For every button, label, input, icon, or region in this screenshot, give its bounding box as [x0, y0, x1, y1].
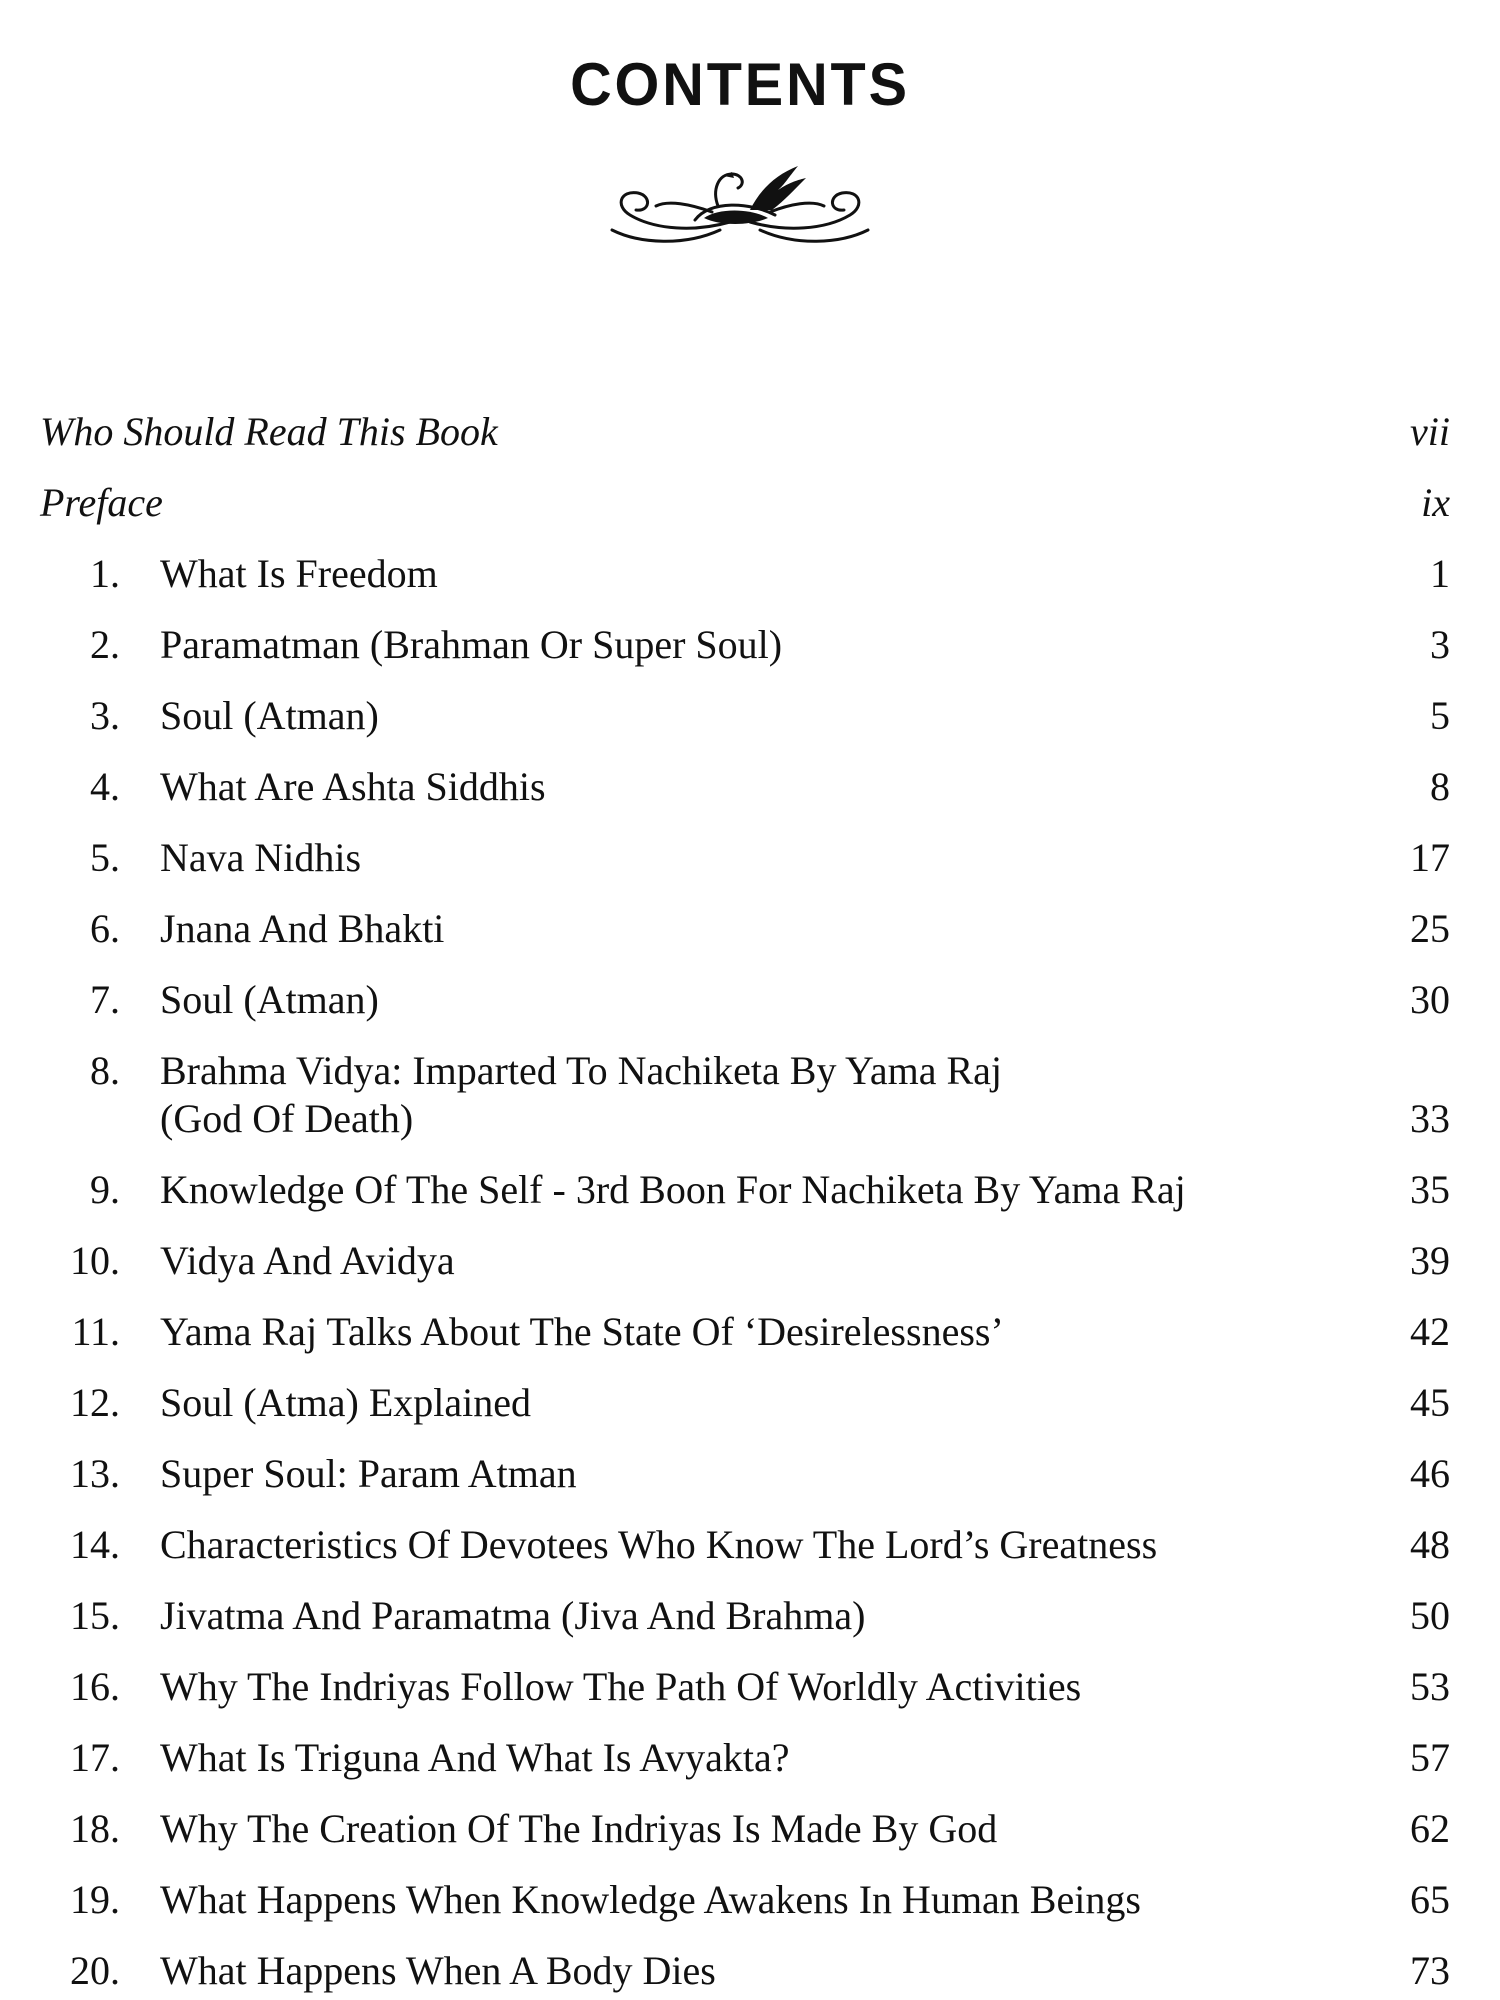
toc-entry-title: Super Soul: Param Atman: [160, 1451, 577, 1496]
toc-entry-title: Jivatma And Paramatma (Jiva And Brahma): [160, 1593, 866, 1638]
toc-chapter-number: 2.: [90, 622, 120, 667]
toc-chapter-number: 16.: [70, 1664, 120, 1709]
toc-chapter-entry[interactable]: [40, 1498, 1450, 1569]
toc-page-number: 5: [1430, 693, 1450, 738]
toc-chapter-number: 19.: [70, 1877, 120, 1922]
toc-chapter-number: 20.: [70, 1948, 120, 1993]
toc-chapter-entry[interactable]: [40, 1782, 1450, 1853]
toc-entry-title: Soul (Atman): [160, 693, 379, 738]
toc-entry-title: What Is Triguna And What Is Avyakta?: [160, 1735, 790, 1780]
swan-ornament-icon: [600, 160, 880, 250]
toc-chapter-number: 15.: [70, 1593, 120, 1638]
toc-chapter-number: 3.: [90, 693, 120, 738]
toc-entry-title: Characteristics Of Devotees Who Know The Lord’s Greatness: [160, 1522, 1158, 1567]
toc-entry-title: What Happens When A Body Dies: [160, 1948, 716, 1993]
toc-chapter-number: 10.: [70, 1238, 120, 1283]
toc-entry-title: What Are Ashta Siddhis: [160, 764, 546, 809]
toc-page-number: 35: [1410, 1167, 1450, 1212]
toc-front-entry[interactable]: [40, 456, 1450, 527]
toc-chapter-entry[interactable]: [40, 669, 1450, 740]
toc-entry-title: What Happens When Knowledge Awakens In Human Beings: [160, 1877, 1141, 1922]
toc-chapter-entry[interactable]: [40, 598, 1450, 669]
toc-page-number: 25: [1410, 906, 1450, 951]
toc-chapter-number: 17.: [70, 1735, 120, 1780]
toc-entry-title: Jnana And Bhakti: [160, 906, 445, 951]
toc-page-number: 65: [1410, 1877, 1450, 1922]
toc-chapter-entry[interactable]: [40, 1853, 1450, 1924]
toc-front-entry[interactable]: [40, 385, 1450, 456]
toc-page-number: 17: [1410, 835, 1450, 880]
toc-entry-title: Who Should Read This Book: [40, 409, 498, 454]
toc-entry-title: Why The Creation Of The Indriyas Is Made By God: [160, 1806, 998, 1851]
toc-chapter-number: 12.: [70, 1380, 120, 1425]
toc-chapter-number: 6.: [90, 906, 120, 951]
toc-page-number: 57: [1410, 1735, 1450, 1780]
page-title: CONTENTS: [570, 51, 910, 118]
toc-chapter-number: 18.: [70, 1806, 120, 1851]
toc-page-number: ix: [1421, 480, 1450, 525]
toc-page-number: 8: [1430, 764, 1450, 809]
toc-page-number: 45: [1410, 1380, 1450, 1425]
toc-entry-title: Preface: [40, 480, 163, 525]
toc-page-number: 46: [1410, 1451, 1450, 1496]
toc-chapter-number: 9.: [90, 1167, 120, 1212]
toc-chapter-entry[interactable]: [40, 740, 1450, 811]
toc-chapter-entry[interactable]: [40, 1640, 1450, 1711]
toc-chapter-entry[interactable]: [40, 527, 1450, 598]
toc-page-number: 1: [1430, 551, 1450, 596]
toc-chapter-number: 7.: [90, 977, 120, 1022]
toc-chapter-entry[interactable]: [40, 882, 1450, 953]
toc-chapter-entry[interactable]: [40, 1285, 1450, 1356]
toc-chapter-number: 5.: [90, 835, 120, 880]
table-of-contents: [40, 385, 1450, 1995]
toc-entry-title: Vidya And Avidya: [160, 1238, 455, 1283]
toc-chapter-entry[interactable]: [40, 1569, 1450, 1640]
toc-chapter-number: 1.: [90, 551, 120, 596]
toc-chapter-number: 14.: [70, 1522, 120, 1567]
toc-entry-title: Yama Raj Talks About The State Of ‘Desirelessness’: [160, 1309, 1004, 1354]
toc-page-number: 62: [1410, 1806, 1450, 1851]
toc-page-number: 42: [1410, 1309, 1450, 1354]
toc-chapter-entry[interactable]: [40, 1214, 1450, 1285]
toc-entry-title: Nava Nidhis: [160, 835, 362, 880]
toc-entry-title: Soul (Atman): [160, 977, 379, 1022]
toc-chapter-number: 13.: [70, 1451, 120, 1496]
toc-chapter-number: 8.: [90, 1048, 120, 1093]
toc-chapter-entry[interactable]: [40, 1024, 1450, 1143]
toc-entry-title: Why The Indriyas Follow The Path Of Worldly Activities: [160, 1664, 1082, 1709]
toc-page-number: 3: [1430, 622, 1450, 667]
toc-entry-title: Soul (Atma) Explained: [160, 1380, 532, 1425]
toc-page-number: 39: [1410, 1238, 1450, 1283]
toc-entry-title: What Is Freedom: [160, 551, 438, 596]
toc-chapter-number: 11.: [71, 1309, 120, 1354]
toc-chapter-entry[interactable]: [40, 1924, 1450, 1995]
toc-page-number: 50: [1410, 1593, 1450, 1638]
toc-chapter-entry[interactable]: [40, 1711, 1450, 1782]
toc-page-number: 48: [1410, 1522, 1450, 1567]
toc-chapter-entry[interactable]: [40, 1427, 1450, 1498]
toc-page-number: 33: [1410, 1096, 1450, 1141]
toc-chapter-number: 4.: [90, 764, 120, 809]
toc-chapter-entry[interactable]: [40, 1356, 1450, 1427]
toc-entry-title: Knowledge Of The Self - 3rd Boon For Nachiketa By Yama Raj: [160, 1167, 1186, 1212]
toc-page-number: 53: [1410, 1664, 1450, 1709]
toc-chapter-entry[interactable]: [40, 811, 1450, 882]
toc-entry-title: Brahma Vidya: Imparted To Nachiketa By Yama Raj (God Of Death): [160, 1048, 1003, 1141]
toc-page-number: 30: [1410, 977, 1450, 1022]
toc-chapter-entry[interactable]: [40, 953, 1450, 1024]
toc-entry-title: Paramatman (Brahman Or Super Soul): [160, 622, 783, 667]
toc-chapter-entry[interactable]: [40, 1143, 1450, 1214]
toc-page-number: vii: [1410, 409, 1450, 454]
toc-page-number: 73: [1410, 1948, 1450, 1993]
